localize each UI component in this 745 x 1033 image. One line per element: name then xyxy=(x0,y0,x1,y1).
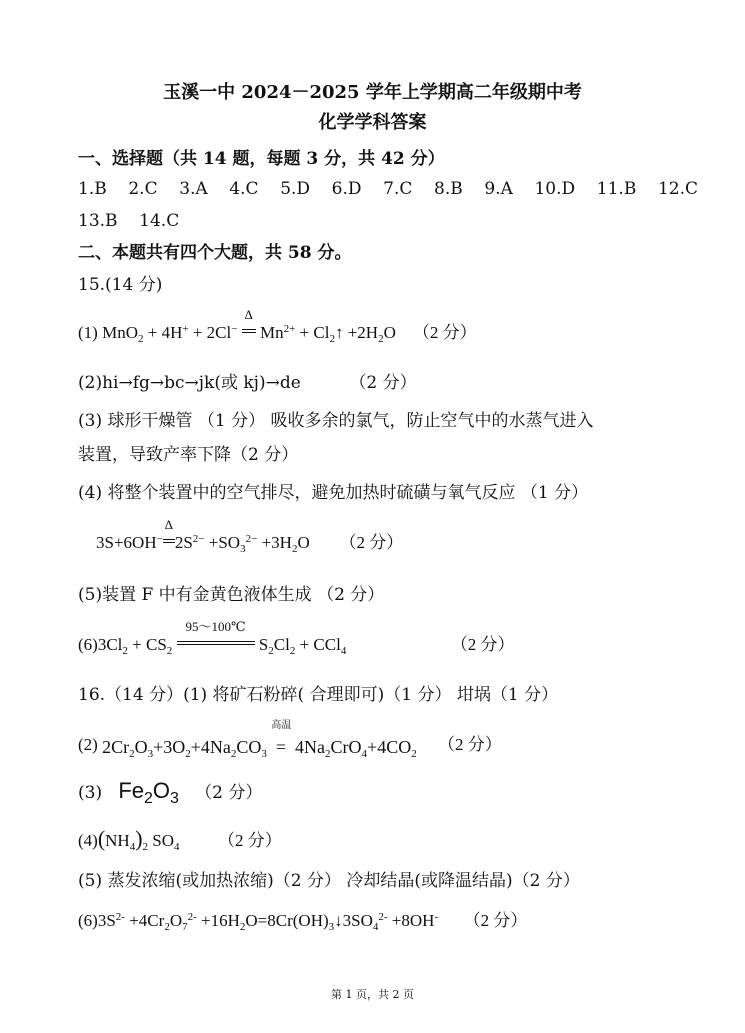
answer-10: 10.D xyxy=(534,179,576,199)
heat-delta: Δ xyxy=(164,517,174,532)
heat-delta: Δ xyxy=(244,307,253,322)
answer-7: 7.C xyxy=(383,179,413,199)
answer-2: 2.C xyxy=(128,179,158,199)
answer-4: 4.C xyxy=(229,179,259,199)
q16-part1: 16.（14 分）(1) 将矿石粉碎( 合理即可)（1 分） 坩埚（1 分） xyxy=(78,685,559,705)
q16-part5: (5) 蒸发浓缩(或加热浓缩)（2 分） 冷却结晶(或降温结晶)（2 分） xyxy=(78,871,580,891)
q15-part1-equation: MnO$_2$ + 4H+ + 2Cl− Δ $Mn^{2+}$ + $Cl_2↑ +2H_2O$ xyxy=(102,307,396,345)
q16-part3-label: (3) xyxy=(78,783,103,803)
answer-11: 11.B xyxy=(596,179,637,199)
q15-part4-line1: (4) 将整个装置中的空气排尽，避免加热时硫磺与氧气反应 （1 分） xyxy=(78,483,589,503)
q15-part1-label: (1) xyxy=(78,323,98,342)
q15-part5: (5)装置 F 中有金黄色液体生成 （2 分） xyxy=(78,585,385,605)
answer-1: 1.B xyxy=(78,179,107,199)
exam-title: 玉溪一中 2024－2025 学年上学期高二年级期中考 xyxy=(163,82,582,103)
answer-13: 13.B xyxy=(78,211,118,231)
q15-header: 15.(14 分) xyxy=(78,275,163,295)
answers-row-2 xyxy=(78,210,179,232)
answer-subtitle: 化学学科答案 xyxy=(318,112,427,133)
q15-part2-text: (2)hi→fg→bc→jk(或 kj)→de xyxy=(78,373,301,393)
q16-part6-label: (6) xyxy=(78,911,98,930)
q16-part6: $(6)3S^{2-} +4Cr_2O_7^{2-}$ $+16H_2O=8Cr(OH)_3↓3SO_4^{2-} +8OH^-$ （2 分） xyxy=(78,911,528,933)
q16-part4-label: (4) xyxy=(78,831,98,850)
answer-9: 9.A xyxy=(484,179,513,199)
q16-part4-score: （2 分） xyxy=(218,831,282,850)
high-temp-condition: 高温 = xyxy=(271,720,292,757)
q16-part3 xyxy=(78,778,263,807)
answer-6: 6.D xyxy=(331,179,362,199)
high-temp-label: 高温 xyxy=(271,720,292,731)
answers-row-1 xyxy=(78,178,698,200)
section-1-heading: 一、选择题（共 14 题，每题 3 分，共 42 分） xyxy=(78,149,445,169)
q15-part6-score: （2 分） xyxy=(450,635,515,654)
answer-3: 3.A xyxy=(179,179,208,199)
q15-part3-line2: 装置，导致产率下降（2 分） xyxy=(78,445,299,465)
q16-part2 xyxy=(78,720,502,760)
q15-part6-label: (6) xyxy=(78,635,98,654)
answer-8: 8.B xyxy=(434,179,463,199)
temp-condition xyxy=(177,619,255,656)
q16-part4: $(4)(NH_4)_2$ $SO_4$ （2 分） xyxy=(78,826,282,853)
answer-12: 12.C xyxy=(657,179,698,199)
q15-part4-equation: 3S+6OH− Δ $2S^{2-} +SO_3^{2-} +3H_2O$ （2 分） xyxy=(96,517,404,555)
q16-part2-equation: $2Cr_2O_3+3O_2+4Na_2CO_3$ 高温 = $4Na_2CrO_4+4CO_2$ xyxy=(102,720,417,760)
q16-part2-label: (2) xyxy=(78,735,98,754)
heat-condition xyxy=(163,517,175,554)
q15-part1 xyxy=(78,307,477,345)
q15-part1-score: （2 分） xyxy=(412,323,477,342)
q16-part6-score: （2 分） xyxy=(463,911,528,930)
section-2-heading: 二、本题共有四个大题，共 58 分。 xyxy=(78,243,352,263)
q15-part3-line1: (3) 球形干燥管 （1 分） 吸收多余的氯气，防止空气中的水蒸气进入 xyxy=(78,411,594,431)
q15-part6: $(6)3Cl_2 + CS_2$ 95～100℃ $S_2Cl_2 + CCl_4$ （2 分） xyxy=(78,619,515,657)
answer-14: 14.C xyxy=(139,211,180,231)
q16-part3-formula: $Fe_2O_3$ xyxy=(118,778,179,807)
answer-5: 5.D xyxy=(280,179,311,199)
temp-range: 95～100℃ xyxy=(185,619,246,634)
q15-part4-score: （2 分） xyxy=(339,533,404,552)
q15-part2-score: （2 分） xyxy=(349,373,417,393)
q16-part2-score: （2 分） xyxy=(437,735,502,754)
heat-condition xyxy=(242,307,256,344)
q15-part2 xyxy=(78,372,417,394)
q16-part3-score: （2 分） xyxy=(195,783,263,803)
page-footer: 第 1 页，共 2 页 xyxy=(331,988,414,1001)
